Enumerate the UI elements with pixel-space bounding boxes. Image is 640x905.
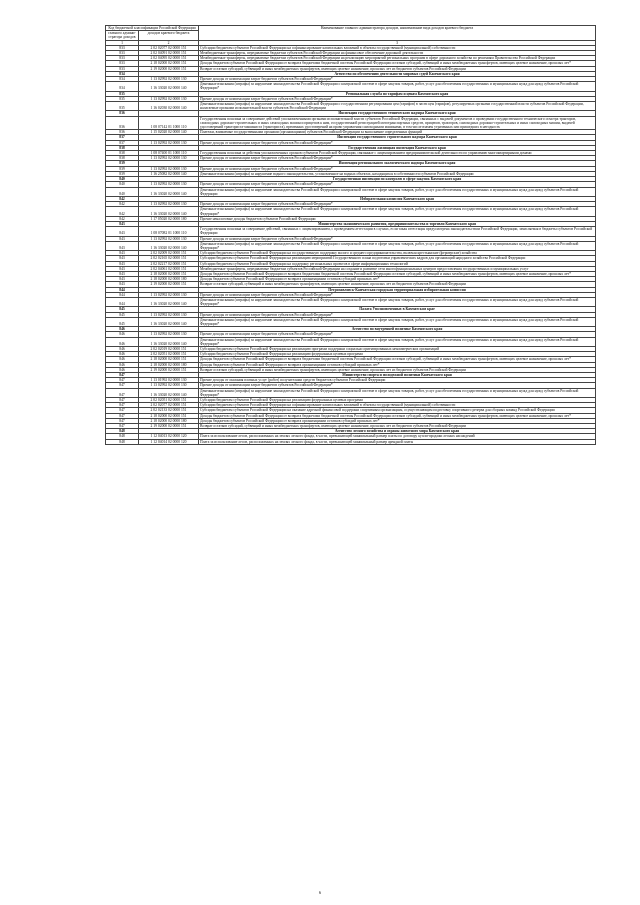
revenue-name-cell: Возврат остатков субсидий, субвенций и иных межбюджетных трансфертов, имеющих целевое назначение, прошлых лет из бюджетов субъектов Российской Федерации [199,66,596,71]
revenue-name-cell: Доходы бюджетов субъектов Российской Федерации от возврата организациями остатков субсидий прошлых лет* [199,362,596,367]
table-row [106,439,596,444]
administrator-name-cell: Агентство лесного хозяйства и охраны животного мира Камчатского края [199,429,596,434]
revenue-name-cell: Возврат остатков субсидий, субвенций и иных межбюджетных трансфертов, имеющих целевое назначение, прошлых лет из бюджетов субъектов Российской Федерации [199,424,596,429]
admin-code-cell: 836 [106,116,139,130]
admin-code-cell: 843 [106,241,139,250]
revenue-name-cell: Прочие доходы от компенсации затрат бюджетов субъектов Российской Федерации* [199,383,596,388]
column-number: 2 [139,40,199,45]
admin-code-cell: 846 [106,332,139,337]
admin-code-cell: 833 [106,45,139,50]
table-row [106,227,596,236]
admin-code-cell: 843 [106,266,139,271]
admin-code-cell: 847 [106,413,139,418]
revenue-name-cell: Субсидии бюджетам субъектов Российской Федерации на софинансирование капитальных вложений в объекты государственной (муниципальной) собственности [199,45,596,50]
revenue-code-cell: 1 16 25082 02 0000 140 [139,171,199,176]
admin-code-cell: 847 [106,383,139,388]
revenue-code-cell: 1 16 33020 02 0000 140 [139,337,199,346]
admin-code-cell: 848 [106,429,139,434]
revenue-code-cell: 1 13 02992 02 0000 130 [139,182,199,187]
administrator-name-cell: Государственная инспекция по контролю в сфере закупок Камчатского края [199,177,596,182]
admin-code-cell: 847 [106,424,139,429]
revenue-code-cell: 2 19 02000 02 0000 151 [139,424,199,429]
revenue-name-cell: Денежные взыскания (штрафы) за нарушение законодательства Российской Федерации о контрактной системе в сфере закупок товаров, работ, услуг для обеспечения государственных и муниципальных нужд для нужд субъектов Российской Федерации* [199,82,596,91]
revenue-name-cell: Денежные взыскания (штрафы) за нарушение законодательства Российской Федерации о контрактной системе в сфере закупок товаров, работ, услуг для обеспечения государственных и муниципальных нужд для нужд субъектов Российской Федерации* [199,241,596,250]
header-admin-column: главного админи-стратора доходов [106,31,139,40]
revenue-name-cell: Прочие доходы от компенсации затрат бюджетов субъектов Российской Федерации* [199,202,596,207]
admin-code-cell: 846 [106,362,139,367]
admin-code-cell: 847 [106,378,139,383]
administrator-name-cell: Региональная служба по тарифам и ценам Камчатского края [199,91,596,96]
revenue-name-cell: Прочие доходы от компенсации затрат бюджетов субъектов Российской Федерации* [199,332,596,337]
table-row [106,271,596,276]
revenue-name-cell: Плата за использование лесов, расположенных на землях лесного фонда, в части, превышающей минимальный размер арендной платы [199,439,596,444]
admin-code-cell: 847 [106,373,139,378]
revenue-name-cell: Субсидии бюджетам субъектов Российской Федерации на реализацию федеральных целевых программ [199,398,596,403]
revenue-name-cell: Прочие доходы от компенсации затрат бюджетов субъектов Российской Федерации* [199,77,596,82]
revenue-name-cell: Денежные взыскания (штрафы) за нарушение законодательства Российской Федерации о контрактной системе в сфере закупок товаров, работ, услуг для обеспечения государственных и муниципальных нужд для нужд субъектов Российской Федерации* [199,317,596,326]
administrator-name-cell: Министерство спорта и молодежной политики Камчатского края [199,373,596,378]
revenue-code-cell: 2 02 04095 02 0000 151 [139,56,199,61]
admin-code-cell: 844 [106,287,139,292]
admin-code-cell: 843 [106,261,139,266]
admin-code-cell: 846 [106,327,139,332]
revenue-name-cell: Прочие доходы от компенсации затрат бюджетов субъектов Российской Федерации* [199,312,596,317]
revenue-code-cell: 2 18 02000 02 0000 151 [139,271,199,276]
revenue-code-cell: 2 18 02000 02 0000 180 [139,418,199,423]
revenue-code-cell: 1 16 33020 02 0000 140 [139,297,199,306]
revenue-code-cell: 1 08 07142 01 1000 110 [139,116,199,130]
page-number: 6 [318,890,322,895]
admin-code-cell: 840 [106,177,139,182]
admin-code-cell: 846 [106,357,139,362]
revenue-code-cell: 2 19 02000 02 0000 151 [139,282,199,287]
revenue-code-cell: 1 15 02020 02 0000 140 [139,130,199,135]
revenue-name-cell: Денежные взыскания (штрафы) за нарушение законодательства Российской Федерации о государственном регулировании цен (тарифов) в части цен (тарифов), регулируемых органами государственной власти субъектов Российской Федерации, налагаемые органами исполнительной власти субъектов Российской Федерации [199,102,596,111]
revenue-name-cell: Государственная пошлина за совершение действий, связанных с лицензированием, с проведением аттестации в случаях, если такая аттестация предусмотрена законодательством Российской Федерации, зачисляемая в бюджеты субъектов Российской Федерации [199,227,596,236]
table-row [106,207,596,216]
revenue-name-cell: Межбюджетные трансферты, передаваемые бюджетам субъектов Российской Федерации на создание и развитие сети многофункциональных центров предоставления государственных и муниципальных услуг [199,266,596,271]
admin-code-cell: 834 [106,82,139,91]
table-body [106,45,596,444]
revenue-code-cell: 1 16 33020 02 0000 140 [139,187,199,196]
revenue-code-cell: 1 13 02992 02 0000 130 [139,140,199,145]
administrator-name-cell: Палата Уполномоченных в Камчатском крае [199,307,596,312]
revenue-code-cell: 1 13 02992 02 0000 130 [139,166,199,171]
revenue-code-cell: 1 13 02992 02 0000 130 [139,312,199,317]
admin-code-cell: 835 [106,102,139,111]
table-row [106,317,596,326]
revenue-code-cell: 2 02 04091 02 0000 151 [139,51,199,56]
admin-code-cell: 836 [106,130,139,135]
administrator-name-cell: Инспекция регионального экологического надзора Камчатского края [199,161,596,166]
admin-code-cell: 842 [106,216,139,221]
revenue-code-cell: 1 13 02992 02 0000 130 [139,236,199,241]
revenue-name-cell: Государственная пошлина за действия уполномоченных органов субъектов Российской Федерации, связанные с лицензированием предпринимательской деятельности по управлению многоквартирными домами [199,151,596,156]
admin-code-cell: 833 [106,56,139,61]
column-number: 1 [106,40,139,45]
revenue-name-cell: Прочие доходы от компенсации затрат бюджетов субъектов Российской Федерации* [199,166,596,171]
revenue-code-cell: 2 02 02051 02 0000 151 [139,352,199,357]
revenue-code-cell: 2 18 02000 02 0000 151 [139,413,199,418]
admin-code-cell: 835 [106,96,139,101]
revenue-code-cell: 1 13 01992 02 0000 130 [139,378,199,383]
revenue-code-cell: 1 13 02992 02 0000 130 [139,96,199,101]
admin-code-cell: 847 [106,388,139,397]
revenue-code-cell: 2 02 02165 02 0000 151 [139,256,199,261]
admin-code-cell: 843 [106,227,139,236]
header-revenue-column: доходов краевого бюджета [139,31,199,40]
revenue-name-cell: Прочие доходы от компенсации затрат бюджетов субъектов Российской Федерации* [199,292,596,297]
admin-code-cell: 842 [106,202,139,207]
revenue-code-cell: 2 02 02217 02 0000 151 [139,261,199,266]
revenue-name-cell: Возврат остатков субсидий, субвенций и иных межбюджетных трансфертов, имеющих целевое назначение, прошлых лет из бюджетов субъектов Российской Федерации [199,282,596,287]
admin-code-cell: 847 [106,403,139,408]
admin-code-cell: 839 [106,161,139,166]
revenue-name-cell: Субсидии бюджетам субъектов Российской Федерации на оказание адресной финансовой поддержки спортивным организациям, осуществляющим подготовку спортивного резерва для сборных команд Российской Федерации [199,408,596,413]
revenue-classification-table [105,25,596,445]
administrator-name-cell: Петропавловск-Камчатская городская территориальная избирательная комиссия [199,287,596,292]
table-row [106,337,596,346]
revenue-name-cell: Доходы бюджетов субъектов Российской Федерации от возврата бюджетами бюджетной системы Российской Федерации остатков субсидий, субвенций и иных межбюджетных трансфертов, имеющих целевое назначение, прошлых лет* [199,413,596,418]
admin-code-cell: 843 [106,251,139,256]
admin-code-cell: 846 [106,352,139,357]
table-row [106,413,596,418]
table-row [106,61,596,66]
revenue-code-cell: 2 18 02000 02 0000 151 [139,357,199,362]
revenue-name-cell: Прочие доходы от компенсации затрат бюджетов субъектов Российской Федерации* [199,140,596,145]
revenue-name-cell: Прочие доходы от компенсации затрат бюджетов субъектов Российской Федерации* [199,156,596,161]
revenue-code-cell: 1 16 33020 02 0000 140 [139,241,199,250]
revenue-name-cell: Межбюджетные трансферты, передаваемые бюджетам субъектов Российской Федерации на финансовое обеспечение дорожной деятельности [199,51,596,56]
admin-code-cell: 847 [106,418,139,423]
admin-code-cell: 848 [106,434,139,439]
admin-code-cell: 843 [106,277,139,282]
revenue-name-cell: Субсидии бюджетам субъектов Российской Федерации на реализацию федеральных целевых программ [199,352,596,357]
admin-code-cell: 842 [106,207,139,216]
admin-code-cell: 847 [106,398,139,403]
admin-code-cell: 834 [106,71,139,76]
revenue-name-cell: Прочие доходы от оказания платных услуг (работ) получателями средств бюджетов субъектов Российской Федерации [199,378,596,383]
administrator-name-cell: Государственная жилищная инспекция Камчатского края [199,145,596,150]
revenue-name-cell: Денежные взыскания (штрафы) за нарушение законодательства Российской Федерации о контрактной системе в сфере закупок товаров, работ, услуг для обеспечения государственных и муниципальных нужд для нужд субъектов Российской Федерации* [199,388,596,397]
table-row [106,408,596,413]
admin-code-cell: 833 [106,66,139,71]
revenue-code-cell: 2 02 02051 02 0000 151 [139,398,199,403]
admin-code-cell: 845 [106,312,139,317]
revenue-name-cell: Прочие доходы от компенсации затрат бюджетов субъектов Российской Федерации* [199,182,596,187]
table-row [106,357,596,362]
admin-code-cell: 839 [106,166,139,171]
admin-code-cell: 843 [106,221,139,226]
revenue-name-cell: Доходы бюджетов субъектов Российской Федерации от возврата бюджетами бюджетной системы Российской Федерации остатков субсидий, субвенций и иных межбюджетных трансфертов, имеющих целевое назначение, прошлых лет* [199,271,596,276]
revenue-code-cell: 1 16 33020 02 0000 140 [139,317,199,326]
admin-code-cell: 836 [106,111,139,116]
admin-code-cell: 840 [106,187,139,196]
administrator-name-cell: Инспекция государственного строительного надзора Камчатского края [199,135,596,140]
revenue-code-cell: 1 13 02992 02 0000 130 [139,156,199,161]
revenue-code-cell: 1 13 02992 02 0000 130 [139,292,199,297]
table-row [106,388,596,397]
admin-code-cell: 843 [106,282,139,287]
administrator-name-cell: Инспекция государственного технического надзора Камчатского края [199,111,596,116]
admin-code-cell: 839 [106,171,139,176]
revenue-name-cell: Субсидии бюджетам субъектов Российской Федерации на поддержку региональных проектов в сфере информационных технологий [199,261,596,266]
revenue-code-cell: 2 18 02000 02 0000 180 [139,277,199,282]
administrator-name-cell: Министерство экономического развития, предпринимательства и торговли Камчатского края [199,221,596,226]
admin-code-cell: 843 [106,271,139,276]
table-row [106,56,596,61]
admin-code-cell: 846 [106,367,139,372]
admin-code-cell: 833 [106,51,139,56]
revenue-code-cell: 2 02 02009 02 0000 151 [139,251,199,256]
revenue-code-cell: 1 12 04014 02 0000 120 [139,439,199,444]
table-row [106,82,596,91]
admin-code-cell: 846 [106,347,139,352]
admin-code-cell: 845 [106,307,139,312]
revenue-name-cell: Прочие неналоговые доходы бюджетов субъектов Российской Федерации [199,216,596,221]
revenue-name-cell: Межбюджетные трансферты, передаваемые бюджетам субъектов Российской Федерации на реализацию мероприятий региональных программ в сфере дорожного хозяйства по решениям Правительства Российской Федерации [199,56,596,61]
revenue-code-cell: 1 16 33020 02 0000 140 [139,388,199,397]
revenue-code-cell: 1 08 07082 01 1000 110 [139,227,199,236]
admin-code-cell: 844 [106,297,139,306]
revenue-name-cell: Доходы бюджетов субъектов Российской Федерации от возврата бюджетами бюджетной системы Российской Федерации остатков субсидий, субвенций и иных межбюджетных трансфертов, имеющих целевое назначение, прошлых лет* [199,357,596,362]
admin-code-cell: 847 [106,408,139,413]
revenue-name-cell: Субсидии бюджетам субъектов Российской Федерации на государственную поддержку малого и среднего предпринимательства, включая крестьянские (фермерские) хозяйства [199,251,596,256]
admin-code-cell: 833 [106,61,139,66]
revenue-code-cell: 1 13 02992 02 0000 130 [139,77,199,82]
admin-code-cell: 840 [106,182,139,187]
administrator-name-cell: Избирательная комиссия Камчатского края [199,196,596,201]
revenue-name-cell: Денежные взыскания (штрафы) за нарушение водного законодательства, установленное на водных объектах, находящихся в собственности субъектов Российской Федерации [199,171,596,176]
table-row [106,187,596,196]
revenue-code-cell: 1 16 33020 02 0000 140 [139,82,199,91]
revenue-name-cell: Государственная пошлина за совершение действий уполномоченными органами исполнительной власти субъектов Российской Федерации, связанных с выдачей документов о проведении государственного технического осмотра тракторов, самоходных дорожно-строительных и иных самоходных машин и прицепов к ним, государственной регистрацией мототранспортных средств, прицепов, тракторов, самоходных дорожно-строительных и иных самоходных машин, выдачей удостоверений тракториста-машиниста (тракториста), временных удостоверений на право управления самоходными машинами, в том числе взамен утраченных или пришедших в негодность [199,116,596,130]
table-row [106,116,596,130]
administrator-name-cell: Агентство по обеспечению деятельности мировых судей Камчатского края [199,71,596,76]
admin-code-cell: 842 [106,196,139,201]
admin-code-cell: 834 [106,77,139,82]
admin-code-cell: 843 [106,236,139,241]
table-row [106,266,596,271]
admin-code-cell: 835 [106,91,139,96]
revenue-code-cell: 2 19 02000 02 0000 151 [139,367,199,372]
revenue-name-cell: Субсидии бюджетам субъектов Российской Федерации на реализацию мероприятий Государственного плана подготовки управленческих кадров для организаций народного хозяйства Российской Федерации [199,256,596,261]
admin-code-cell: 837 [106,135,139,140]
revenue-name-cell: Платежи, взимаемые государственными органами (организациями) субъектов Российской Федерации за выполнение определенных функций [199,130,596,135]
revenue-code-cell: 1 08 07400 01 1000 110 [139,151,199,156]
column-number: 3 [199,40,596,45]
revenue-name-cell: Возврат остатков субсидий, субвенций и иных межбюджетных трансфертов, имеющих целевое назначение, прошлых лет из бюджетов субъектов Российской Федерации [199,367,596,372]
revenue-code-cell: 2 02 02133 02 0000 151 [139,408,199,413]
revenue-code-cell: 1 13 02992 02 0000 130 [139,383,199,388]
revenue-code-cell: 1 13 02992 02 0000 130 [139,202,199,207]
table-row [106,256,596,261]
admin-code-cell: 838 [106,156,139,161]
header-code-group: Код бюджетной классификации Российской Федерации [106,26,199,31]
revenue-code-cell: 2 02 02077 02 0000 151 [139,45,199,50]
revenue-name-cell: Доходы бюджетов субъектов Российской Федерации от возврата организациями остатков субсидий прошлых лет* [199,277,596,282]
admin-code-cell: 838 [106,151,139,156]
revenue-name-cell: Прочие доходы от компенсации затрат бюджетов субъектов Российской Федерации* [199,96,596,101]
administrator-name-cell: Агентство по внутренней политике Камчатского края [199,327,596,332]
revenue-name-cell: Субсидии бюджетам субъектов Российской Федерации на реализацию программ поддержки социально ориентированных некоммерческих организаций [199,347,596,352]
revenue-code-cell: 2 02 02019 02 0000 151 [139,347,199,352]
revenue-name-cell: Денежные взыскания (штрафы) за нарушение законодательства Российской Федерации о контрактной системе в сфере закупок товаров, работ, услуг для обеспечения государственных и муниципальных нужд для нужд субъектов Российской Федерации* [199,337,596,346]
table-row [106,102,596,111]
revenue-code-cell: 1 12 04013 02 0000 120 [139,434,199,439]
revenue-name-cell: Прочие доходы от компенсации затрат бюджетов субъектов Российской Федерации* [199,236,596,241]
admin-code-cell: 838 [106,145,139,150]
revenue-code-cell: 2 02 02077 02 0000 151 [139,403,199,408]
table-row [106,241,596,250]
admin-code-cell: 848 [106,439,139,444]
revenue-code-cell: 1 17 05020 02 0000 180 [139,216,199,221]
table-row [106,297,596,306]
revenue-code-cell: 2 02 04061 02 0000 151 [139,266,199,271]
revenue-name-cell: Доходы бюджетов субъектов Российской Федерации от возврата бюджетами бюджетной системы Российской Федерации остатков субсидий, субвенций и иных межбюджетных трансфертов, имеющих целевое назначение, прошлых лет* [199,61,596,66]
table-header-row [106,26,596,31]
admin-code-cell: 846 [106,337,139,346]
revenue-name-cell: Денежные взыскания (штрафы) за нарушение законодательства Российской Федерации о контрактной системе в сфере закупок товаров, работ, услуг для обеспечения государственных и муниципальных нужд для нужд субъектов Российской Федерации* [199,297,596,306]
admin-code-cell: 843 [106,256,139,261]
revenue-code-cell: 2 18 02000 02 0000 151 [139,61,199,66]
admin-code-cell: 844 [106,292,139,297]
revenue-name-cell: Плата за использование лесов, расположенных на землях лесного фонда, в части, превышающей минимальный размер платы по договору купли-продажи лесных насаждений [199,434,596,439]
admin-code-cell: 837 [106,140,139,145]
revenue-name-cell: Денежные взыскания (штрафы) за нарушение законодательства Российской Федерации о контрактной системе в сфере закупок товаров, работ, услуг для обеспечения государственных и муниципальных нужд для нужд субъектов Российской Федерации [199,187,596,196]
revenue-name-cell: Субсидии бюджетам субъектов Российской Федерации на софинансирование капитальных вложений в объекты государственной (муниципальной) собственности [199,403,596,408]
header-name-column: Наименование главного администратора доходов, наименование вида доходов краевого бюджета [199,26,596,41]
revenue-code-cell: 1 16 33020 02 0000 140 [139,207,199,216]
admin-code-cell: 845 [106,317,139,326]
revenue-code-cell: 2 18 02000 02 0000 180 [139,362,199,367]
revenue-code-cell: 2 19 02000 02 0000 151 [139,66,199,71]
revenue-name-cell: Денежные взыскания (штрафы) за нарушение законодательства Российской Федерации о контрактной системе в сфере закупок товаров, работ, услуг для обеспечения государственных и муниципальных нужд для нужд субъектов Российской Федерации* [199,207,596,216]
revenue-code-cell: 1 16 02030 02 0000 140 [139,102,199,111]
revenue-code-cell: 1 13 02992 02 0000 130 [139,332,199,337]
table-row [106,151,596,156]
revenue-name-cell: Доходы бюджетов субъектов Российской Федерации от возврата организациями остатков субсидий прошлых лет* [199,418,596,423]
